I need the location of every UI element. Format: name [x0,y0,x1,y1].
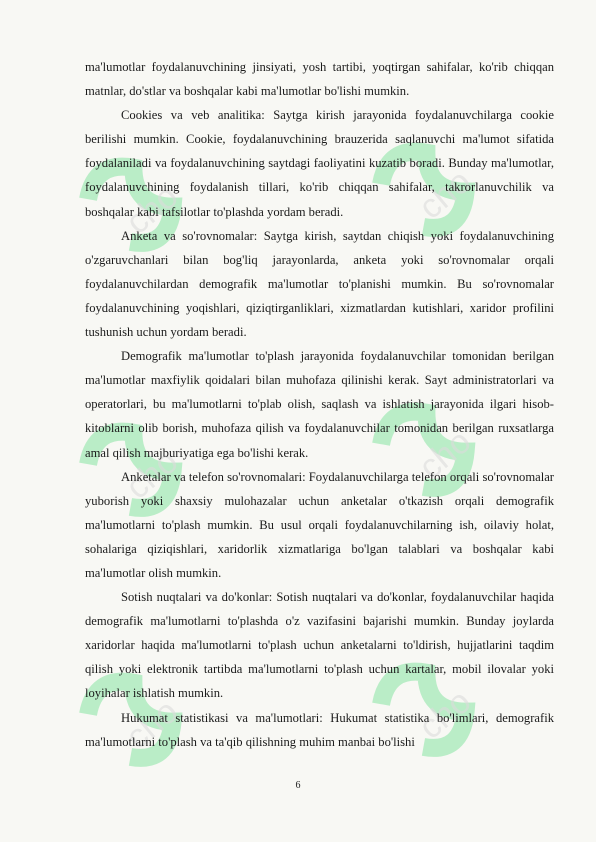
paragraph-government: Hukumat statistikasi va ma'lumotlari: Hukumat statistika bo'limlari, demografik ma'lumotlarni to'plash va ta'qib qilishning muhim manbai bo'lishi [85,710,554,749]
svg-text:cho: cho [118,692,186,757]
paragraph-cookies: Cookies va veb analitika: Saytga kirish jarayonida foydalanuvchilarga cookie berilishi mumkin. Cookie, foydalanuvchining brauzerida saqlanuvchi ma'lumot sifatida foydalaniladi va foydalanuvchining saytdagi faoliyatini kuzatib boradi. Bunday ma'lumotlar, foydalanuvchining foydalanish tillari, ko'rib chiqqan sahifalar, takrorlanuvchilik va boshqalar kabi tafsilotlar to'plashda yordam beradi. [85,108,554,219]
svg-text:cho: cho [411,422,479,487]
paragraph-continuation: ma'lumotlar foydalanuvchining jinsiyati, yosh tartibi, yoqtirgan sahifalar, ko'rib chiqqan matnlar, do'stlar va boshqalar kabi ma'lumotlar bo'lishi mumkin. [85,60,554,99]
page-number: 6 [295,780,301,791]
document-body [85,55,554,757]
paragraph-surveys: Anketa va so'rovnomalar: Saytga kirish, saytdan chiqish yoki foydalanuvchining o'zgaruvchanlari bilan bog'liq jarayonlarda, anketa yoki so'rovnomalar orqali foydalanuvchilardan demografik ma'lumotlar to'planishi mumkin. Bu so'rovnomalar foydalanuvchining yoqishlari, qiziqtirganliklari, xizmatlardan kutishlari, xaridor profilini tushunish uchun yordam beradi. [85,228,554,340]
paragraph-stores: Sotish nuqtalari va do'konlar: Sotish nuqtalari va do'konlar, foydalanuvchilar haqida demografik ma'lumotlarni to'plashda o'z vazifasini bajarishi mumkin. Bunday joylarda xaridorlar haqida ma'lumotlarni to'plash uchun anketalarni to'ldirish, hujjatlarini taqdim qilish yoki elektronik tartibda ma'lumotlarni to'plash uchun kartalar, mobil ilovalar yoki loyihalar ishlatish mumkin. [85,590,554,701]
svg-text:cho: cho [118,442,186,507]
svg-text:cho: cho [411,162,479,227]
svg-text:cho: cho [118,177,186,242]
svg-text:cho: cho [411,682,479,747]
paragraph-privacy: Demografik ma'lumotlar to'plash jarayonida foydalanuvchilar tomonidan berilgan ma'lumotlar maxfiylik qoidalari bilan muhofaza qilinishi kerak. Sayt administratorlari va operatorlari, bu ma'lumotlarni to'plab olish, saqlash va ishlatish jarayonida ilgari hisob-kitoblarni olib borish, muhofaza qilish va foydalanuvchilar tomonidan berilgan ruxsatlarga amal qilish majburiyatiga ega bo'lishi kerak. [85,349,554,460]
paragraph-phone-surveys: Anketalar va telefon so'rovnomalari: Foydalanuvchilarga telefon orqali so'rovnomalar yuborish yoki shaxsiy mulohazalar uchun anketalar o'tkazish orqali demografik ma'lumotlarni to'plash mumkin. Bu usul orqali foydalanuvchilarning ish, oilaviy holat, sohalariga qiziqishlari, xaridorlik xizmatlariga bo'lgan talablari va boshqalar kabi ma'lumotlar olish mumkin. [85,469,554,580]
